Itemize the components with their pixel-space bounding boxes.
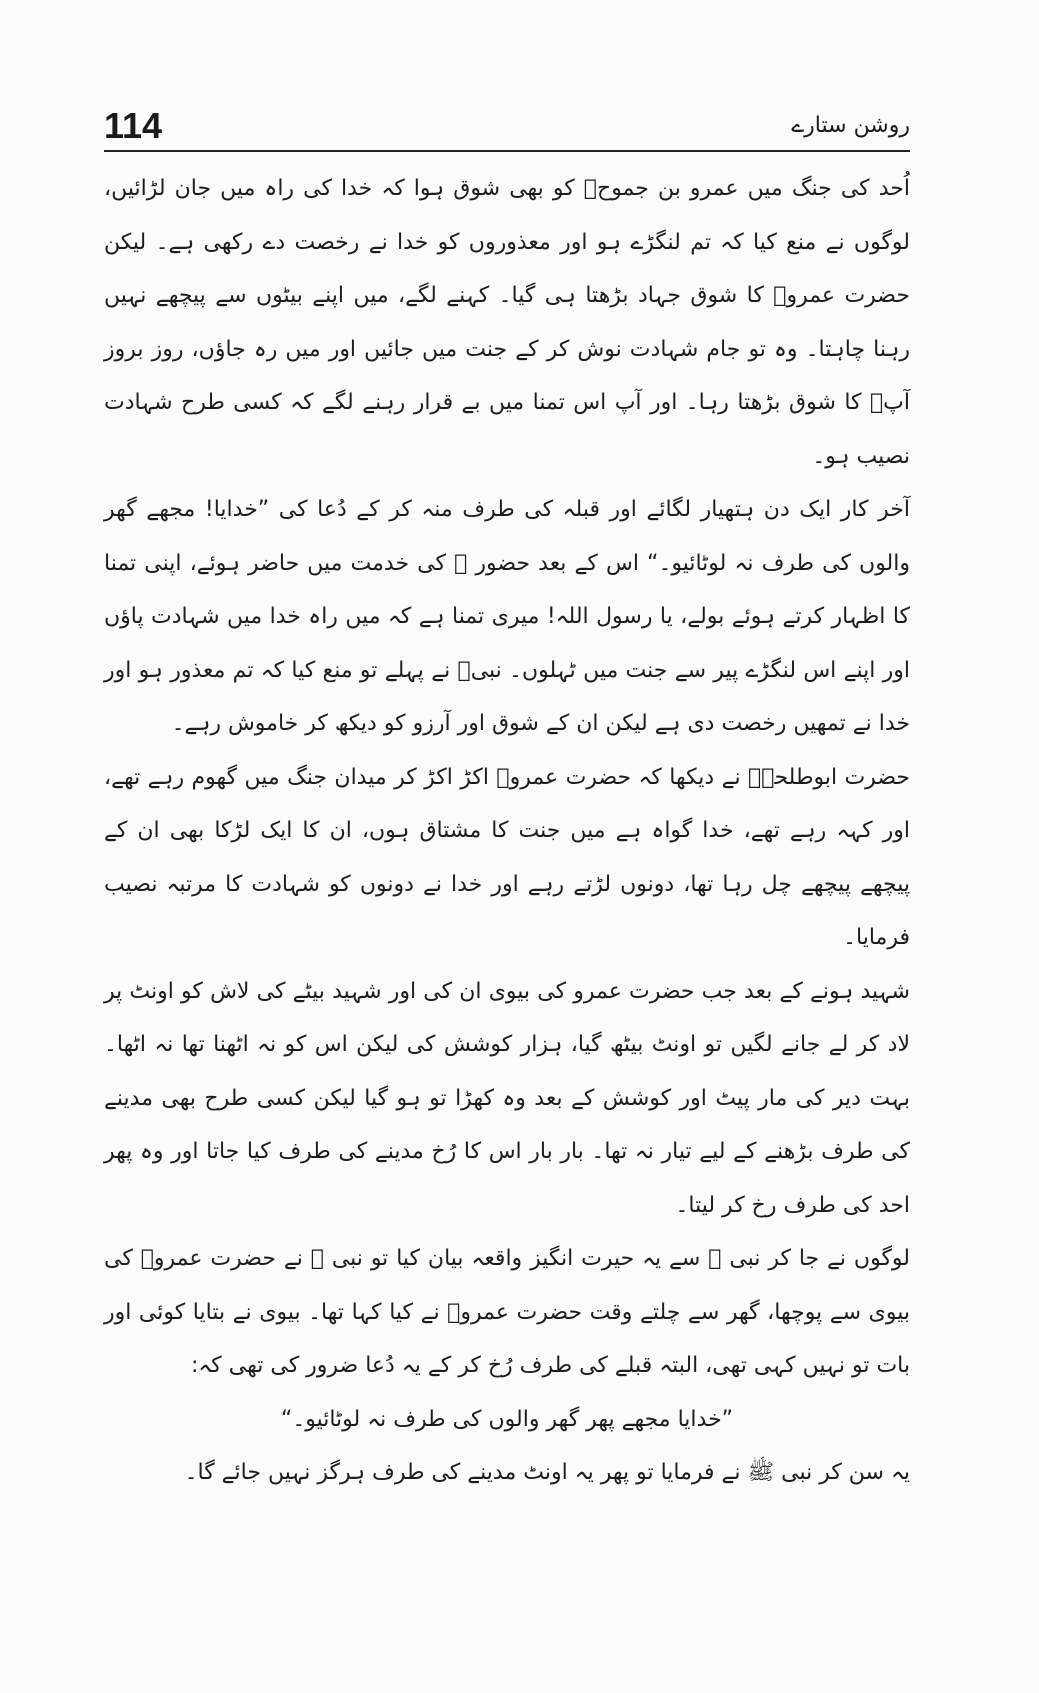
page-header — [104, 104, 910, 156]
header-divider — [104, 150, 910, 152]
page-number: 114 — [104, 105, 163, 146]
paragraph-prophet-reply: یہ سن کر نبی ﷺ نے فرمایا تو پھر یہ اونٹ مدینے کی طرف ہرگز نہیں جائے گا۔ — [184, 1460, 910, 1485]
paragraph-wife-explains: لوگوں نے جا کر نبی ﷺ سے یہ حیرت انگیز واقعہ بیان کیا تو نبی ﷺ نے حضرت عمروؓ کی بیوی سے پوچھا، گھر سے چلتے وقت حضرت عمروؓ نے کیا کہا تھا۔ بیوی نے بتایا کوئی اور بات تو نہیں کہی تھی، البتہ قبلے کی طرف رُخ کر کے یہ دُعا ضرور کی تھی کہ: — [104, 1246, 910, 1378]
paragraph-camel-incident: شہید ہونے کے بعد جب حضرت عمرو کی بیوی ان کی اور شہید بیٹے کی لاش کو اونٹ پر لاد کر لے جانے لگیں تو اونٹ بیٹھ گیا، ہزار کوشش کی لیکن اس کو نہ اٹھنا تھا نہ اٹھا۔ بہت دیر کی مار پیٹ اور کوشش کے بعد وہ کھڑا تو ہو گیا لیکن کسی طرح بھی مدینے کی طرف بڑھنے کے لیے تیار نہ تھا۔ بار بار اس کا رُخ مدینے کی طرف کیا جاتا اور وہ پھر احد کی طرف رخ کر لیتا۔ — [104, 978, 910, 1218]
quoted-prayer: ”خدایا مجھے پھر گھر والوں کی طرف نہ لوٹائیو۔“ — [280, 1406, 734, 1432]
paragraph-amr-wish: اُحد کی جنگ میں عمرو بن جموحؓ کو بھی شوق ہوا کہ خدا کی راہ میں جان لڑائیں، لوگوں نے منع کیا کہ تم لنگڑے ہو اور معذوروں کو خدا نے رخصت دے رکھی ہے۔ لیکن حضرت عمروؓ کا شوق جہاد بڑھتا ہی گیا۔ کہنے لگے، میں اپنے بیٹوں سے پیچھے نہیں رہنا چاہتا۔ وہ تو جام شہادت نوش کر کے جنت میں جائیں اور میں رہ جاؤں، روز بروز آپؓ کا شوق بڑھتا رہا۔ اور آپ اس تمنا میں بے قرار رہنے لگے کہ کسی طرح شہادت نصیب ہو۔ — [104, 176, 910, 469]
book-title: روشن ستارے — [791, 113, 910, 138]
paragraph-prayer-and-request: آخر کار ایک دن ہتھیار لگائے اور قبلہ کی طرف منہ کر کے دُعا کی ”خدایا! مجھے گھر والوں کی طرف نہ لوٹائیو۔“ اس کے بعد حضور ﷺ کی خدمت میں حاضر ہوئے، اپنی تمنا کا اظہار کرتے ہوئے بولے، یا رسول اللہ! میری تمنا ہے کہ میں راہ خدا میں شہادت پاؤں اور اپنے اس لنگڑے پیر سے جنت میں ٹہلوں۔ نبیؐ نے پہلے تو منع کیا کہ تم معذور ہو اور خدا نے تمھیں رخصت دی ہے لیکن ان کے شوق اور آرزو کو دیکھ کر خاموش رہے۔ — [104, 497, 910, 736]
body-text — [104, 162, 910, 1500]
paragraph-abu-talha-witness: حضرت ابوطلحہؓ نے دیکھا کہ حضرت عمروؓ اکڑ اکڑ کر میدان جنگ میں گھوم رہے تھے، اور کہہ رہے تھے، خدا گواہ ہے میں جنت کا مشتاق ہوں، ان کا ایک لڑکا بھی ان کے پیچھے پیچھے چل رہا تھا، دونوں لڑتے رہے اور خدا نے دونوں کو شہادت کا مرتبہ نصیب فرمایا۔ — [104, 764, 910, 950]
